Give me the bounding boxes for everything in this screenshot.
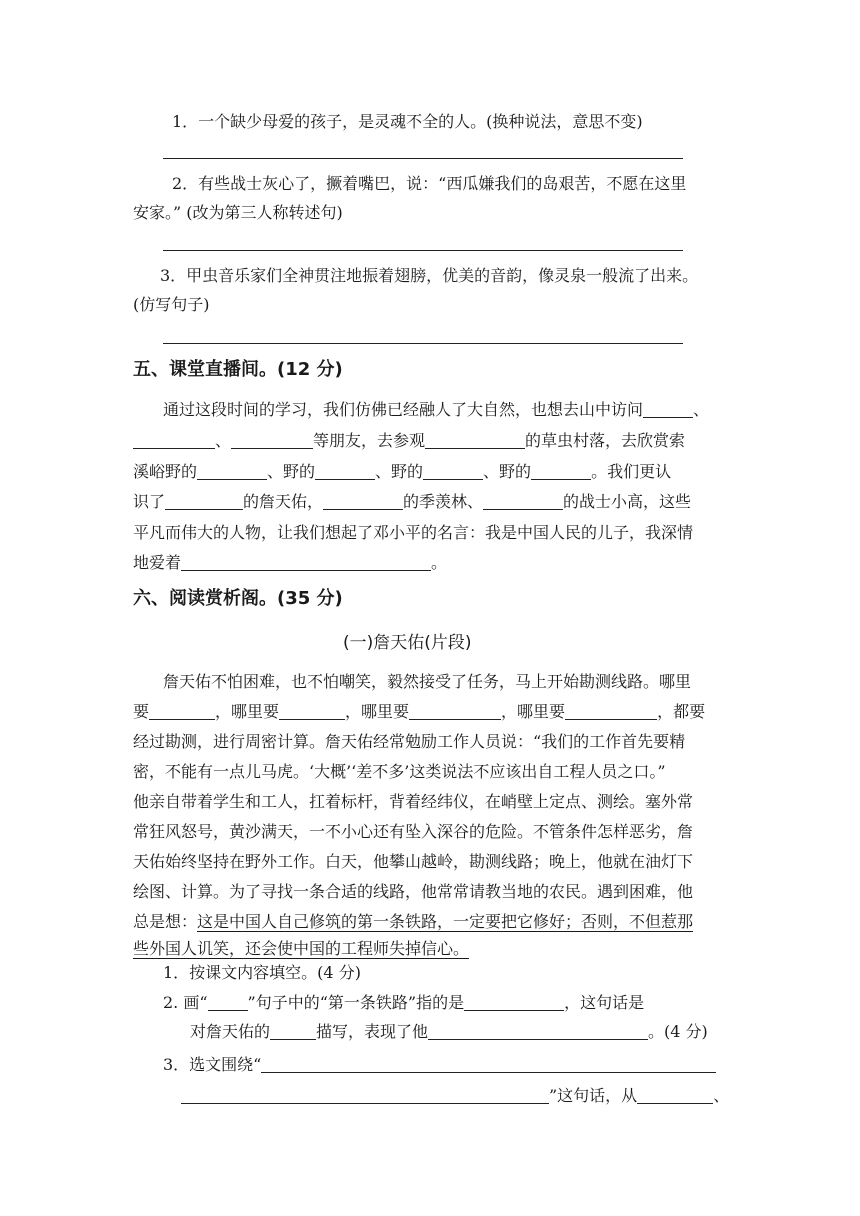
fill-paragraph-line bbox=[163, 398, 709, 422]
blank bbox=[261, 1056, 716, 1073]
text: 的草虫村落，去欣赏索 bbox=[525, 431, 686, 450]
blank bbox=[531, 463, 591, 480]
blank bbox=[133, 432, 215, 449]
passage-line: 詹天佑不怕困难，也不怕嘲笑，毅然接受了任务，马上开始勘测线路。哪里 bbox=[163, 672, 692, 691]
fill-paragraph-line: 平凡而伟大的人物，让我们想起了邓小平的名言：我是中国人民的儿子，我深情 bbox=[133, 523, 694, 542]
reading-question-3-cont bbox=[181, 1084, 729, 1108]
blank bbox=[315, 463, 375, 480]
blank bbox=[483, 493, 563, 510]
passage-title: (一)詹天佑(片段) bbox=[343, 633, 472, 653]
text: ”句子中的“第一条铁路”指的是 bbox=[247, 993, 465, 1012]
blank bbox=[637, 1087, 713, 1104]
question-4-1: 1．一个缺少母爱的孩子，是灵魂不全的人。(换种说法，意思不变) bbox=[172, 112, 643, 131]
passage-line: 经过勘测，进行周密计算。詹天佑经常勉励工作人员说：“我们的工作首先要精 bbox=[133, 732, 686, 751]
blank bbox=[423, 463, 483, 480]
blank bbox=[208, 994, 248, 1011]
blank bbox=[279, 703, 345, 720]
passage-line bbox=[133, 937, 469, 961]
underlined-sentence: 这是中国人自己修筑的第一条铁路，一定要把它修好；否则，不但惹那 bbox=[197, 912, 694, 931]
passage-line: 他亲自带着学生和工人，扛着标杆，背着经纬仪，在峭壁上定点、测绘。塞外常 bbox=[133, 792, 694, 811]
text: 对詹天佑的 bbox=[190, 1022, 271, 1041]
blank bbox=[231, 432, 313, 449]
fill-paragraph-line bbox=[133, 551, 447, 575]
blank bbox=[197, 463, 267, 480]
question-4-3: 3．甲虫音乐家们全神贯注地振着翅膀，优美的音韵，像灵泉一般流了出来。 bbox=[160, 266, 699, 285]
text: ，哪里要 bbox=[215, 702, 280, 721]
reading-question-3 bbox=[163, 1053, 716, 1077]
text: 溪峪野的 bbox=[133, 462, 198, 481]
text: ，都要 bbox=[657, 702, 706, 721]
text: 地爱着 bbox=[133, 553, 182, 572]
passage-line bbox=[133, 700, 705, 724]
blank bbox=[149, 703, 215, 720]
underlined-sentence: 些外国人讥笑，还会使中国的工程师失掉信心。 bbox=[133, 939, 470, 958]
text: 、野的 bbox=[267, 462, 316, 481]
text: 。我们更认 bbox=[591, 462, 672, 481]
blank bbox=[464, 994, 564, 1011]
blank bbox=[409, 703, 501, 720]
blank bbox=[181, 1087, 549, 1104]
blank bbox=[323, 493, 403, 510]
blank bbox=[428, 1023, 648, 1040]
text: 、 bbox=[693, 400, 710, 419]
question-4-2: 2．有些战士灰心了，撅着嘴巴，说：“西瓜嫌我们的岛艰苦，不愿在这里 bbox=[172, 174, 687, 193]
reading-question-1: 1．按课文内容填空。(4 分) bbox=[163, 963, 361, 982]
text: ，哪里要 bbox=[501, 702, 566, 721]
text: 描写，表现了他 bbox=[316, 1022, 429, 1041]
text: 的战士小高，这些 bbox=[563, 492, 692, 511]
text: 、野的 bbox=[375, 462, 424, 481]
text: 等朋友，去参观 bbox=[313, 431, 426, 450]
question-4-3-cont: (仿写句子) bbox=[133, 295, 210, 314]
blank bbox=[565, 703, 657, 720]
passage-line bbox=[133, 910, 693, 934]
section-5-heading: 五、课堂直播间。(12 分) bbox=[133, 359, 343, 380]
fill-paragraph-line bbox=[133, 460, 671, 484]
text: 的季羡林、 bbox=[403, 492, 484, 511]
passage-line: 天佑始终坚持在野外工作。白天，他攀山越岭，勘测线路；晚上，他就在油灯下 bbox=[133, 852, 694, 871]
blank bbox=[643, 401, 693, 418]
question-4-2-cont: 安家。” (改为第三人称转述句) bbox=[133, 203, 343, 222]
section-6-heading: 六、阅读赏析阁。(35 分) bbox=[133, 588, 343, 609]
blank bbox=[165, 493, 243, 510]
fill-paragraph-line bbox=[133, 429, 685, 453]
text: ”这句话，从 bbox=[549, 1086, 638, 1105]
text: 、 bbox=[215, 431, 232, 450]
text: 3．选文围绕“ bbox=[163, 1055, 262, 1074]
fill-paragraph-line bbox=[133, 490, 691, 514]
text: 的詹天佑， bbox=[243, 492, 324, 511]
text: 、 bbox=[713, 1086, 730, 1105]
blank bbox=[270, 1023, 316, 1040]
passage-line: 密，不能有一点儿马虎。‘大概’‘差不多’这类说法不应该出自工程人员之口。” bbox=[133, 762, 666, 781]
text: 。(4 分) bbox=[648, 1022, 708, 1041]
text: 2. 画“ bbox=[163, 993, 208, 1012]
text: 识了 bbox=[133, 492, 166, 511]
text: 通过这段时间的学习，我们仿佛已经融人了大自然，也想去山中访问 bbox=[163, 400, 644, 419]
reading-question-2-cont bbox=[190, 1020, 708, 1044]
answer-line bbox=[163, 250, 683, 251]
passage-line: 常狂风怒号，黄沙满天，一不小心还有坠入深谷的危险。不管条件怎样恶劣，詹 bbox=[133, 822, 694, 841]
text: ，这句话是 bbox=[564, 993, 645, 1012]
text: 、野的 bbox=[483, 462, 532, 481]
text: 总是想： bbox=[133, 912, 198, 931]
blank bbox=[425, 432, 525, 449]
text: 。 bbox=[431, 553, 448, 572]
blank bbox=[181, 554, 431, 571]
text: 要 bbox=[133, 702, 150, 721]
reading-question-2 bbox=[163, 991, 644, 1015]
passage-line: 绘图、计算。为了寻找一条合适的线路，他常常请教当地的农民。遇到困难，他 bbox=[133, 882, 694, 901]
answer-line bbox=[163, 158, 683, 159]
answer-line bbox=[163, 343, 683, 344]
text: ，哪里要 bbox=[345, 702, 410, 721]
